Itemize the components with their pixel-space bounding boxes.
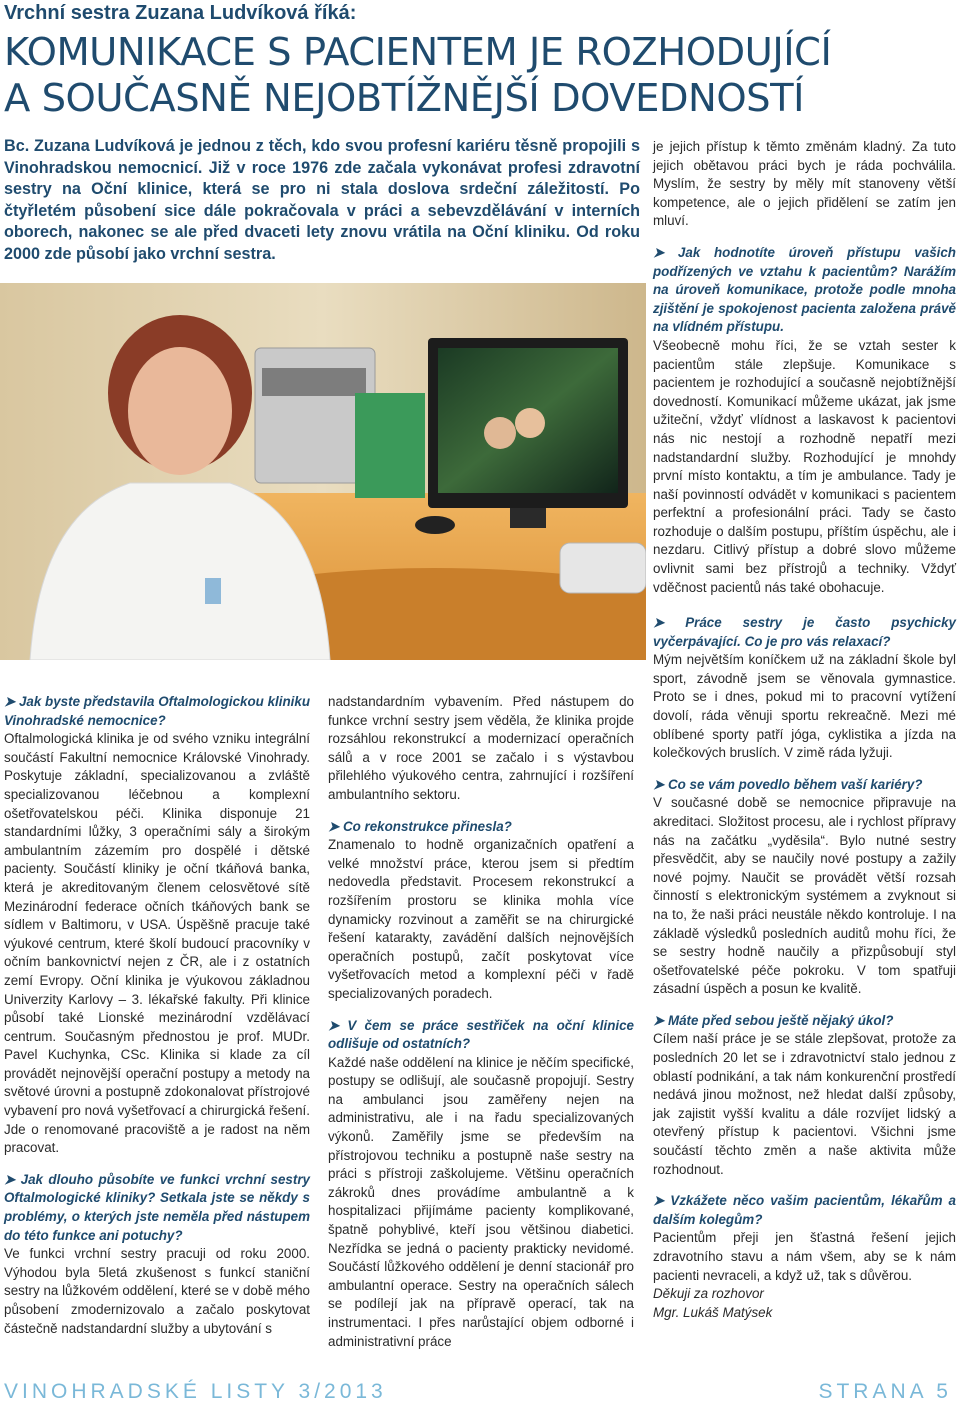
article-headline xyxy=(4,30,956,122)
a-difference-cont: je jejich přístup k těmto změnám kladný. Za tuto jejich obětavou práci bych je ráda pochválila. Myslím, že sestry by měly mít stanoveny větší kompetence, ale o jejich přidělení se zatím jen mluví. xyxy=(653,139,956,229)
column-2 xyxy=(328,693,634,1351)
photo-screen-child-2 xyxy=(515,408,545,438)
article-lead: Bc. Zuzana Ludvíková je jednou z těch, kdo svou profesní kariéru těsně propojili s Vinohradskou nemocnicí. Již v roce 1976 zde začala vykonávat profesi zdravotní sestry na Oční klinice, která se pro ni stala doslova srdeční záležitostí. Po čtyřletém působení sice dále pokračovala v práci a sebevzdělávání v interních oborech, nakonec se ale před dvaceti lety znovu vrátila na Oční kliniku. Od roku 2000 zde působí jako vrchní sestra. xyxy=(4,137,640,263)
q-career: ➤ Co se vám povedlo během vaší kariéry? xyxy=(653,776,923,792)
photo-printer-slot xyxy=(262,368,366,396)
footer-publication: VINOHRADSKÉ LISTY 3/2013 xyxy=(4,1380,387,1403)
a-message: Pacientům přeji jen šťastná řešení jejich zdravotního stavu a nám všem, aby se k nám pacienti nevraceli, a když už, tak s důvěrou. xyxy=(653,1230,956,1283)
photo-screen-child-1 xyxy=(484,417,516,449)
photo-person-id-badge xyxy=(205,578,221,604)
column-3-bottom xyxy=(653,614,956,1322)
a-communication: Všeobecně mohu říci, že se vztah sester k pacientům stále zlepšuje. Komunikace s pacientem je rozhodující a současně nejobtížnější dovedností. Komunikací můžeme ukázat, jak jsme užiteční, vždyť vlídnost a laskavost k pacientovi nás nic nestojí a rozhodně nepatří mezi nadstandardní služby. Rozhodující je mnohdy první místo kontaktu, a tím je ambulance. Tady je naší povinností odvádět v komunikaci s pacientem perfektní a profesionální práci. Tady se často rozhoduje o dalším postupu, příštím úspěchu, ale i nezdaru. Citlivý přístup a dobré slovo můžeme ovlivnit sami bez přístrojů a techniky. Vždyť vděčnost pacientů nás také obohacuje. xyxy=(653,337,956,595)
a-reconstruction: Znamenalo to hodně organizačních opatření a velké množství práce, kterou jsem si předtím nedovedla představit. Procesem rekonstrukcí a rozšířením prostoru se klinika mohla více dynamicky rozvinout a zaměřit se na chirurgické řešení katarakty, zavádění dalších nejnovějších operačních postupů, začít poskytovat více vyšetřovacích metod a komplexní péči v řadě specializovaných poradech. xyxy=(328,837,634,1001)
headline-line-2: A SOUČASNĚ NEJOBTÍŽNĚJŠÍ DOVEDNOSTÍ xyxy=(4,76,804,121)
column-1 xyxy=(4,693,310,1338)
photo-monitor-stand xyxy=(510,508,546,528)
a-career: V současné době se nemocnice připravuje na akreditaci. Složitost procesu, ale i rychlost přípravy nás na začátku „vyděsila“. Bylo nutné sestry přesvědčit, aby se naučily nové postupy a zažily nové pojmy. Naučit se provádět větší rozsah činností s elektronickým systémem a zvyknout si na to, že naši práci neustále někdo kontroluje. I na základě výsledků posledních auditů mohu říci, že se sestry hodně naučily a přizpůsobují styl ošetřovatelské péče pokroku. V tom spatřuji zásadní úspěch a posun ke kvalitě. xyxy=(653,795,956,997)
a-relax: Mým největším koníčkem už na základní škole byl sport, závodně jsem se věnovala gymnastice. Proto se i dnes, pokud mi to pracovní vytížení dovolí, ráda věnuji sportu rekreačně. Mezi mé oblíbené sporty patří jóga, cyklistika a jízda na kolečkových bruslích. V zimě ráda lyžuji. xyxy=(653,652,956,761)
a-tenure-cont: nadstandardním vybavením. Před nástupem do funkce vrchní sestry jsem věděla, že klinika projde rozsáhlou rekonstrukcí a modernizací operačních sálů a v roce 2001 se začalo i s výstavbou přilehlého výukového centra, zahrnující i rozšíření ambulantního sektoru. xyxy=(328,694,634,802)
a-task: Cílem naší práce je se stále zlepšovat, protože za posledních 20 let se i zdravotnictví stalo jednou z oblastí podnikání, a tak nám konkurenční prostředí nedává jinou možnost, než hledat další způsoby, jak zajistit vyšší kvalitu a dále rozvíjet lidský a otevřený přístup k pacientovi. Všichni jsme součástí těchto změn a naše aktivita může rozhodnout. xyxy=(653,1031,956,1177)
article-photo xyxy=(0,283,646,660)
footer-page-number: STRANA 5 xyxy=(818,1380,952,1403)
author-line: Mgr. Lukáš Matýsek xyxy=(653,1304,773,1320)
headline-line-1: KOMUNIKACE S PACIENTEM JE ROZHODUJÍCÍ xyxy=(4,30,832,75)
photo-phone xyxy=(560,543,646,593)
photo-person-face xyxy=(128,347,232,475)
a-tenure: Ve funkci vrchní sestry pracuji od roku 2000. Výhodou byla 5letá zkušenost s funkcí staniční sestry na lůžkovém oddělení, které se v době mého působení zmodernizovalo a začalo poskytovat částečně nadstandardní služby a ubytování s xyxy=(4,1246,310,1336)
q-task: ➤ Máte před sebou ještě nějaký úkol? xyxy=(653,1012,894,1028)
q-clinic: ➤ Jak byste představila Oftalmologickou kliniku Vinohradské nemocnice? xyxy=(4,694,310,728)
thanks-line: Děkuji za rozhovor xyxy=(653,1286,764,1302)
article-kicker: Vrchní sestra Zuzana Ludvíková říká: xyxy=(4,2,357,24)
q-difference: ➤ V čem se práce sestřiček na oční klinice odlišuje od ostatních? xyxy=(328,1017,634,1052)
q-reconstruction: ➤ Co rekonstrukce přinesla? xyxy=(328,818,512,834)
photo-folder xyxy=(355,393,425,498)
q-tenure: ➤ Jak dlouho působíte ve funkci vrchní sestry Oftalmologické kliniky? Setkala jste se někdy s problémy, o kterých jste neměla před nástupem do této funkce ani potuchy? xyxy=(4,1171,310,1243)
a-difference: Každé naše oddělení na klinice je něčím specifické, postupy se odlišují, ale současně propojují. Sestry na ambulanci jsou zaměřeny nejen na administrativu, ale i na řadu specializovaných výkonů. Zaměřily jsme se především na přístrojovou techniku a postupně naše sestry na práci s přístroji zaškolujeme. Většinu operačních zákroků dnes provádíme ambulantně a k hospitalizaci přijímáme pacienty komplikované, špatně pohyblivé, kteří jsou většinou diabetici. Nezřídka se jedná o pacienty prakticky nevidomé. Součástí lůžkového oddělení je denní stacionář pro ambulantní operace. Sestry na operačních sálech se podílejí jak na přípravě operací, tak na instrumentaci. I přes narůstající objem odborné i administrativní práce xyxy=(328,1054,634,1349)
photo-mouse xyxy=(415,516,455,534)
q-message: ➤ Vzkážete něco vašim pacientům, lékařům a dalším kolegům? xyxy=(653,1193,956,1227)
q-relax: ➤ Práce sestry je často psychicky vyčerpávající. Co je pro vás relaxací? xyxy=(653,615,956,649)
q-communication: ➤ Jak hodnotíte úroveň přístupu vašich podřízených ve vztahu k pacientům? Narážím na úroveň komunikace, protože podle mnoha zjištění je spokojenost pacienta založena právě na vlídném přístupu. xyxy=(653,244,956,335)
a-clinic: Oftalmologická klinika je od svého vzniku integrální součástí Fakultní nemocnice Královské Vinohrady. Poskytuje základní, specializovanou a zvláště specializovanou léčebnou a komplexní ošetřovatelskou péči. Klinika disponuje 21 standardními lůžky, 3 operačními sály a širokým ambulantním zázemím pro dospělé i dětské pacienty. Součástí kliniky je oční tkáňová banka, která je akreditovaným členem celosvětové sítě Mezinárodní federace očních tkáňových bank se sídlem v Baltimoru, v USA. Úspěšně pracuje také výukové centrum, které školí budoucí pracovníky v očním bankovnictví nejen z ČR, ale i z ostatních zemí Evropy. Oční klinika je výukovou základnou Univerzity Karlovy – 3. lékařské fakulty. Při klinice působí také Lionské mezinárodní vzdělávací centrum. Současným přednostou je prof. MUDr. Pavel Kuchynka, CSc. Klinika si klade za cíl provádět nejnovější operační postupy a metody na světové úrovni a postupně zdokonalovat přístrojové vybavení pro nová vyšetřovací a chirurgická řešení. Jde o renomované pracoviště a je radost na něm pracovat. xyxy=(4,731,310,1156)
column-3-top xyxy=(653,138,956,597)
